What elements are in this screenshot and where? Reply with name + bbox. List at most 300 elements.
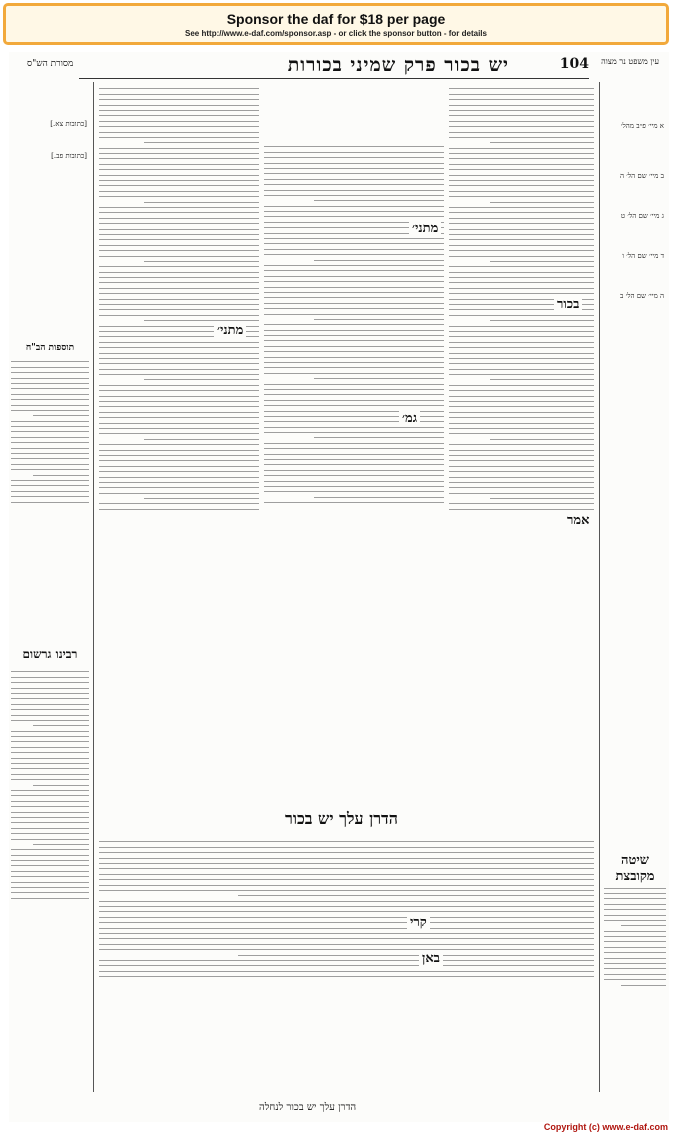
text-line — [99, 412, 259, 413]
text-line — [604, 947, 666, 948]
text-line — [11, 768, 89, 769]
text-line — [99, 911, 594, 912]
margin-note: א מיי׳ פ״ב מהל׳ — [620, 122, 664, 130]
text-line — [99, 938, 594, 939]
text-line — [449, 88, 594, 89]
text-line — [11, 865, 89, 866]
text-line — [99, 164, 259, 165]
text-line — [99, 191, 259, 192]
text-line — [99, 493, 259, 494]
bottom-commentary — [99, 837, 594, 1097]
text-line — [449, 347, 594, 348]
text-line — [490, 379, 594, 380]
text-line — [11, 671, 89, 672]
text-line — [99, 444, 259, 445]
text-line — [449, 374, 594, 375]
text-line — [264, 432, 444, 433]
text-line — [99, 207, 259, 208]
text-line — [11, 502, 89, 503]
text-line — [449, 207, 594, 208]
text-line — [449, 282, 594, 283]
text-line — [490, 439, 594, 440]
text-line — [449, 99, 594, 100]
text-line — [99, 288, 259, 289]
text-line — [449, 428, 594, 429]
text-line — [99, 471, 259, 472]
text-line — [264, 502, 444, 503]
text-line — [264, 190, 444, 191]
text-line — [99, 450, 259, 451]
text-line — [11, 464, 89, 465]
text-line — [264, 297, 444, 298]
text-line — [99, 239, 259, 240]
mishna-marker: מתני׳ — [409, 220, 441, 236]
text-line — [99, 266, 259, 267]
text-line — [449, 423, 594, 424]
column-divider — [93, 82, 94, 1092]
text-line — [99, 126, 259, 127]
text-line — [449, 277, 594, 278]
text-line — [264, 351, 444, 352]
text-line — [490, 498, 594, 499]
text-line — [11, 812, 89, 813]
text-line — [449, 493, 594, 494]
text-line — [144, 261, 259, 262]
text-line — [99, 363, 259, 364]
text-line — [99, 234, 259, 235]
mesoret-hashas-label: מסורת הש"ס — [27, 59, 74, 69]
text-line — [604, 904, 666, 905]
text-line — [11, 677, 89, 678]
text-line — [264, 470, 444, 471]
tosafot-habach-title: תוספות הב"ח — [11, 342, 89, 353]
text-line — [99, 433, 259, 434]
text-line — [621, 985, 666, 986]
text-line — [99, 874, 594, 875]
text-line — [11, 855, 89, 856]
text-line — [238, 895, 594, 896]
text-line — [99, 158, 259, 159]
text-line — [144, 439, 259, 440]
text-line — [11, 790, 89, 791]
text-line — [449, 239, 594, 240]
text-line — [449, 191, 594, 192]
text-line — [99, 175, 259, 176]
text-line — [604, 952, 666, 953]
header-rule — [79, 78, 589, 79]
text-line — [11, 731, 89, 732]
text-line — [11, 779, 89, 780]
text-line — [99, 879, 594, 880]
text-line — [144, 498, 259, 499]
text-line — [99, 906, 594, 907]
text-line — [264, 373, 444, 374]
text-line — [264, 195, 444, 196]
text-line — [264, 168, 444, 169]
text-line — [99, 374, 259, 375]
text-line — [449, 503, 594, 504]
text-line — [264, 146, 444, 147]
text-line — [264, 157, 444, 158]
margin-note: ג מיי׳ שם הל׳ ט — [620, 212, 664, 220]
text-line — [11, 752, 89, 753]
text-line — [33, 415, 89, 416]
text-line — [604, 941, 666, 942]
shita-text-lines — [604, 867, 666, 1087]
text-line — [449, 326, 594, 327]
text-line — [264, 206, 444, 207]
text-line — [264, 265, 444, 266]
rabbeinu-gershom-title: רבינו גרשום — [11, 647, 89, 662]
margin-note: ב מיי׳ שם הל׳ ה — [620, 172, 664, 180]
text-line — [604, 898, 666, 899]
text-line — [264, 287, 444, 288]
text-line — [264, 394, 444, 395]
text-line — [449, 331, 594, 332]
text-line — [11, 469, 89, 470]
text-line — [264, 367, 444, 368]
ein-mishpat-label: עין משפט נר מצוה — [601, 57, 659, 66]
text-line — [314, 497, 444, 498]
text-line — [264, 454, 444, 455]
text-line — [314, 260, 444, 261]
text-line — [99, 509, 259, 510]
sponsor-title[interactable]: Sponsor the daf for $18 per page — [226, 11, 446, 27]
text-line — [99, 256, 259, 257]
text-line — [99, 417, 259, 418]
text-line — [264, 211, 444, 212]
text-line — [604, 963, 666, 964]
text-line — [621, 925, 666, 926]
text-line — [11, 437, 89, 438]
text-line — [449, 471, 594, 472]
text-line — [11, 795, 89, 796]
text-line — [99, 245, 259, 246]
text-line — [264, 238, 444, 239]
shita-mekubetzet-column — [604, 867, 666, 1087]
text-line — [99, 153, 259, 154]
text-line — [264, 216, 444, 217]
text-line — [99, 272, 259, 273]
text-line — [11, 720, 89, 721]
text-line — [264, 362, 444, 363]
text-line — [99, 868, 594, 869]
text-line — [11, 704, 89, 705]
text-line — [99, 315, 259, 316]
text-line — [11, 491, 89, 492]
text-line — [264, 335, 444, 336]
page-title: יש בכור פרק שמיני בכורות — [287, 54, 509, 76]
text-line — [449, 293, 594, 294]
text-line — [99, 180, 259, 181]
text-line — [11, 747, 89, 748]
text-line — [449, 153, 594, 154]
text-line — [99, 105, 259, 106]
text-line — [449, 396, 594, 397]
text-line — [604, 968, 666, 969]
text-line — [99, 863, 594, 864]
text-line — [11, 892, 89, 893]
text-line — [99, 885, 594, 886]
text-line — [449, 444, 594, 445]
text-line — [264, 254, 444, 255]
text-line — [99, 385, 259, 386]
margin-note: ד מיי׳ שם הל׳ ו — [622, 252, 664, 260]
text-line — [11, 367, 89, 368]
text-line — [449, 460, 594, 461]
text-line — [11, 682, 89, 683]
text-line — [99, 890, 594, 891]
text-line — [99, 309, 259, 310]
text-line — [11, 774, 89, 775]
text-line — [604, 915, 666, 916]
text-line — [99, 401, 259, 402]
text-line — [11, 405, 89, 406]
text-line — [264, 303, 444, 304]
text-line — [449, 115, 594, 116]
text-line — [264, 464, 444, 465]
text-line — [449, 385, 594, 386]
text-line — [449, 180, 594, 181]
text-line — [604, 893, 666, 894]
text-line — [604, 920, 666, 921]
text-line — [264, 249, 444, 250]
text-line — [11, 828, 89, 829]
text-line — [449, 132, 594, 133]
text-line — [11, 736, 89, 737]
text-line — [264, 389, 444, 390]
sponsor-link-text[interactable]: See http://www.e-daf.com/sponsor.asp - or click the sponsor button - for details — [185, 29, 487, 38]
shita-mekubetzet-title: שיטה מקובצת — [604, 852, 666, 884]
text-line — [264, 184, 444, 185]
text-line — [144, 379, 259, 380]
gershom-text-lines — [11, 667, 89, 1092]
text-line — [264, 292, 444, 293]
text-line — [264, 405, 444, 406]
text-line — [449, 412, 594, 413]
text-line — [99, 121, 259, 122]
text-line — [264, 308, 444, 309]
text-line — [99, 185, 259, 186]
text-line — [99, 390, 259, 391]
text-line — [99, 250, 259, 251]
text-line — [449, 110, 594, 111]
text-line — [99, 229, 259, 230]
text-line — [449, 158, 594, 159]
text-line — [99, 169, 259, 170]
habach-text-lines — [11, 357, 89, 627]
text-line — [264, 270, 444, 271]
text-line — [449, 487, 594, 488]
text-line — [264, 443, 444, 444]
text-line — [99, 455, 259, 456]
text-line — [490, 261, 594, 262]
text-line — [264, 346, 444, 347]
text-line — [99, 852, 594, 853]
text-line — [449, 353, 594, 354]
text-line — [99, 466, 259, 467]
text-line — [604, 931, 666, 932]
text-line — [99, 922, 594, 923]
text-line — [99, 137, 259, 138]
text-line — [264, 427, 444, 428]
text-line — [449, 477, 594, 478]
tosafot-column — [99, 84, 259, 864]
text-line — [11, 442, 89, 443]
text-line — [11, 833, 89, 834]
text-line — [449, 175, 594, 176]
text-line — [264, 179, 444, 180]
margin-note: [כתובות צא.] — [50, 120, 87, 128]
text-line — [99, 949, 594, 950]
text-line — [264, 459, 444, 460]
text-line — [11, 448, 89, 449]
text-line — [99, 482, 259, 483]
text-line — [11, 741, 89, 742]
text-line — [604, 974, 666, 975]
text-line — [264, 281, 444, 282]
text-line — [449, 406, 594, 407]
text-line — [449, 272, 594, 273]
text-line — [99, 928, 594, 929]
text-line — [264, 448, 444, 449]
text-line — [449, 229, 594, 230]
text-line — [99, 901, 594, 902]
copyright-notice[interactable]: Copyright (c) www.e-daf.com — [543, 1122, 668, 1132]
text-line — [11, 871, 89, 872]
text-line — [11, 421, 89, 422]
text-line — [264, 173, 444, 174]
text-line — [99, 971, 594, 972]
text-line — [449, 288, 594, 289]
text-line — [11, 887, 89, 888]
text-line — [99, 960, 594, 961]
text-line — [314, 437, 444, 438]
text-line — [11, 715, 89, 716]
text-line — [490, 320, 594, 321]
text-line — [449, 212, 594, 213]
text-line — [99, 428, 259, 429]
text-line — [11, 763, 89, 764]
text-line — [11, 882, 89, 883]
text-line — [264, 400, 444, 401]
text-line — [99, 976, 594, 977]
text-line — [144, 202, 259, 203]
text-line — [99, 132, 259, 133]
text-line — [11, 849, 89, 850]
rashi-text-lines — [449, 84, 594, 864]
hadran-heading: הדרן עלך יש בכור — [279, 809, 404, 829]
text-line — [99, 218, 259, 219]
rashi-heading-bechor: בכור — [554, 296, 582, 312]
text-line — [449, 105, 594, 106]
kri-marker: קרי — [407, 914, 430, 930]
tosafot-heading: מתני׳ — [214, 322, 246, 338]
text-line — [11, 709, 89, 710]
rabbeinu-gershom-column — [11, 667, 89, 1092]
text-line — [11, 693, 89, 694]
text-line — [11, 388, 89, 389]
gemara-column — [264, 142, 444, 802]
text-line — [11, 817, 89, 818]
text-line — [264, 481, 444, 482]
text-line — [99, 223, 259, 224]
text-line — [99, 460, 259, 461]
text-line — [449, 164, 594, 165]
text-line — [99, 358, 259, 359]
baan-marker: באן — [419, 950, 443, 966]
text-line — [99, 847, 594, 848]
sponsor-banner[interactable] — [3, 3, 669, 45]
text-line — [11, 378, 89, 379]
text-line — [449, 417, 594, 418]
text-line — [449, 455, 594, 456]
ein-mishpat-column — [604, 112, 666, 852]
text-line — [449, 196, 594, 197]
text-line — [11, 410, 89, 411]
text-line — [449, 234, 594, 235]
rashi-column — [449, 84, 594, 864]
text-line — [11, 394, 89, 395]
column-divider — [599, 82, 600, 1092]
text-line — [99, 917, 594, 918]
text-line — [11, 496, 89, 497]
text-line — [449, 390, 594, 391]
text-line — [449, 358, 594, 359]
text-line — [449, 245, 594, 246]
text-line — [99, 369, 259, 370]
text-line — [449, 401, 594, 402]
text-line — [449, 450, 594, 451]
text-line — [11, 758, 89, 759]
text-line — [11, 383, 89, 384]
text-line — [264, 491, 444, 492]
text-line — [449, 121, 594, 122]
text-line — [99, 299, 259, 300]
text-line — [99, 293, 259, 294]
text-line — [604, 909, 666, 910]
text-line — [11, 399, 89, 400]
text-line — [264, 314, 444, 315]
text-line — [604, 979, 666, 980]
text-line — [264, 486, 444, 487]
text-line — [449, 218, 594, 219]
text-line — [99, 88, 259, 89]
text-line — [449, 137, 594, 138]
text-line — [33, 475, 89, 476]
text-line — [314, 319, 444, 320]
text-line — [99, 304, 259, 305]
text-line — [264, 152, 444, 153]
text-line — [449, 266, 594, 267]
text-line — [11, 860, 89, 861]
text-line — [33, 844, 89, 845]
text-line — [11, 806, 89, 807]
text-line — [449, 342, 594, 343]
text-line — [99, 477, 259, 478]
text-line — [33, 785, 89, 786]
text-line — [99, 487, 259, 488]
text-line — [11, 372, 89, 373]
text-line — [264, 384, 444, 385]
text-line — [99, 841, 594, 842]
text-line — [99, 858, 594, 859]
footer-hadran: הדרן עלך יש בכור לנחלה — [259, 1102, 357, 1113]
text-line — [99, 99, 259, 100]
gemara-text-lines — [264, 142, 444, 802]
text-line — [449, 336, 594, 337]
text-line — [314, 378, 444, 379]
